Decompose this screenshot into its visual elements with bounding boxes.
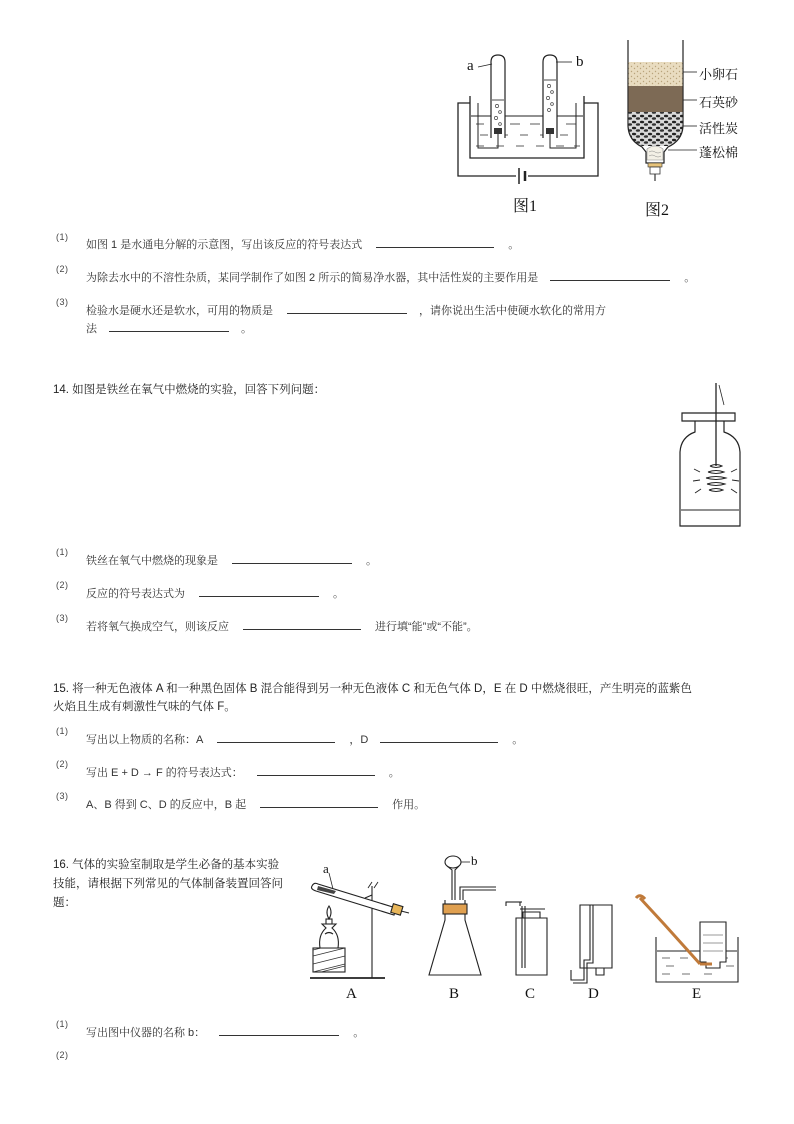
q16-1-text: 写出图中仪器的名称 b： 。 [86, 1027, 365, 1039]
apparatus-a [310, 873, 409, 978]
fig2-layer-cotton: 蓬松棉 [699, 145, 739, 160]
q13-3-text-line1: 检验水是硬水还是软水，可用的物质是 ，请你说出生活中使硬水软化的常用方 [86, 305, 606, 317]
q15-3-text: A、B 得到 C、D 的反应中，B 起 作用。 [86, 799, 426, 811]
q15-2-number: (2) [56, 759, 69, 769]
q13-1-text: 如图 1 是水通电分解的示意图，写出该反应的符号表达式 。 [86, 239, 520, 251]
apparatus-b-label-b: b [471, 853, 478, 868]
q16-title-line1: 16. 气体的实验室制取是学生必备的基本实验 [53, 859, 280, 871]
apparatus-e [636, 896, 738, 982]
q13-2-text: 为除去水中的不溶性杂质，某同学制作了如图 2 所示的简易净水器，其中活性炭的主要作用是 。 [86, 272, 696, 284]
fig1-label-a: a [467, 58, 474, 74]
apparatus-label-A: A [346, 986, 357, 1002]
q16-1-number: (1) [56, 1019, 69, 1029]
fig2-layer-quartz-sand: 石英砂 [699, 95, 739, 110]
q16-1-answer-blank[interactable] [219, 1025, 339, 1036]
q15-title-line1: 15. 将一种无色液体 A 和一种黑色固体 B 混合能得到另一种无色液体 C 和无色气体 D，E 在 D 中燃烧很旺，产生明亮的蓝紫色 [53, 683, 692, 695]
q15-3-number: (3) [56, 791, 69, 801]
apparatus-c [506, 902, 547, 975]
apparatus-a-label-a: a [323, 861, 329, 876]
fig2-layer-activated-carbon: 活性炭 [699, 121, 739, 136]
apparatus-label-D: D [588, 986, 599, 1002]
fig1-caption: 图1 [513, 198, 538, 215]
q14-1-text: 铁丝在氧气中燃烧的现象是 。 [86, 555, 377, 567]
q14-2-number: (2) [56, 580, 69, 590]
q15-1-text: 写出以上物质的名称：A ，D 。 [86, 734, 524, 746]
q16-2-number: (2) [56, 1050, 69, 1060]
q15-title-line2: 火焰且生成有刺激性气味的气体 F。 [53, 701, 236, 713]
q14-1-number: (1) [56, 547, 69, 557]
apparatus-d [571, 905, 612, 983]
q16-title-line2: 技能，请根据下列常见的气体制备装置回答问 [53, 878, 283, 890]
apparatus-label-C: C [525, 986, 536, 1002]
q14-3-text: 若将氧气换成空气，则该反应 进行填“能”或“不能”。 [86, 621, 478, 633]
q13-1-number: (1) [56, 232, 69, 242]
q14-3-number: (3) [56, 613, 69, 623]
q13-3-number: (3) [56, 297, 69, 307]
apparatus-label-E: E [692, 986, 702, 1002]
q15-2-text: 写出 E + D → F 的符号表达式： 。 [86, 767, 400, 779]
apparatus-b [429, 856, 496, 975]
q13-2-number: (2) [56, 264, 69, 274]
q13-3-text-line2: 法 。 [86, 323, 252, 335]
q15-1-number: (1) [56, 726, 69, 736]
apparatus-label-B: B [449, 986, 460, 1002]
fig2-caption: 图2 [645, 202, 670, 219]
q14-2-text: 反应的符号表达式为 。 [86, 588, 344, 600]
q16-title-line3: 题： [53, 897, 76, 909]
fig2-layer-pebble: 小卵石 [699, 67, 739, 82]
fig1-label-b: b [576, 54, 584, 70]
q14-title: 14. 如图是铁丝在氧气中燃烧的实验，回答下列问题： [53, 384, 326, 396]
